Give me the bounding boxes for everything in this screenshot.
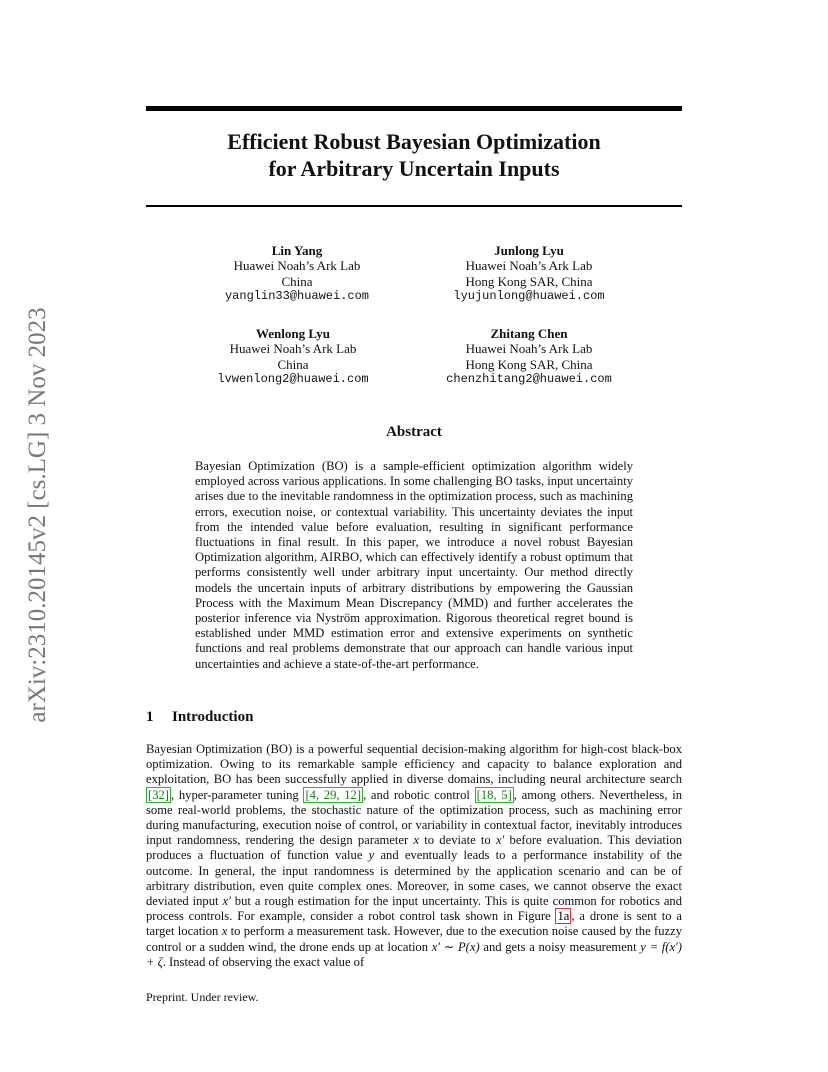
title-line-1: Efficient Robust Bayesian Optimization — [227, 129, 601, 154]
author-affiliation: Huawei Noah’s Ark Lab — [229, 341, 357, 357]
author-email: lyujunlong@huawei.com — [453, 289, 605, 304]
arxiv-identifier: arXiv:2310.20145v2 [cs.LG] 3 Nov 2023 — [24, 307, 51, 723]
citation-link[interactable]: [32] — [148, 787, 169, 802]
intro-text: Bayesian Optimization (BO) is a powerful sequential decision-making algorithm for high-cost black-box optimization. Owing to its remarkable sample efficiency and capacity to balance exploration and exploitation, BO has been successfully applied in diverse domains, including neural architecture search — [146, 742, 682, 787]
author-block — [404, 243, 654, 305]
author-block — [168, 326, 418, 388]
intro-text: to deviate to — [419, 833, 496, 848]
math-expression: y = f(x′) + ζ — [146, 939, 682, 969]
author-location: Hong Kong SAR, China — [465, 356, 593, 372]
citation-link[interactable]: [4, 29, 12] — [305, 787, 362, 802]
section-number: 1 — [146, 709, 154, 725]
section-title: Introduction — [172, 709, 254, 725]
author-block — [172, 243, 422, 305]
section-heading — [146, 709, 253, 726]
intro-text: , hyper-parameter tuning — [170, 787, 304, 802]
author-email: chenzhitang2@huawei.com — [446, 372, 612, 387]
footer-note: Preprint. Under review. — [146, 990, 259, 1004]
author-affiliation: Huawei Noah’s Ark Lab — [465, 341, 593, 357]
author-block — [404, 326, 654, 388]
paper-title — [146, 128, 682, 182]
intro-text: . Instead of observing the exact value of — [162, 954, 365, 969]
math-symbol: x — [413, 833, 420, 848]
author-name: Zhitang Chen — [490, 326, 568, 341]
intro-text: before evaluation. This deviation produces a fluctuation of function value — [146, 833, 683, 863]
math-symbol: x′ — [222, 894, 231, 909]
intro-text: , a drone is sent to a target location — [146, 909, 682, 939]
author-location: China — [281, 273, 313, 289]
author-affiliation: Huawei Noah’s Ark Lab — [465, 258, 593, 274]
math-expression: x′ ∼ P(x) — [431, 939, 480, 954]
author-email: yanglin33@huawei.com — [224, 289, 370, 304]
author-name: Lin Yang — [271, 243, 323, 258]
intro-text: and eventually leads to a performance instability of the outcome. In general, the input randomness is determined by the application scenario and can be of arbitrary distribution, even quite complex ones. Moreover, in some cases, we cannot observe the exact deviated input — [146, 848, 682, 909]
figure-link[interactable]: 1a — [557, 909, 570, 924]
intro-text: to perform a measurement task. However, due to the execution noise caused by the fuzzy control or a sudden wind, the drone ends up at location — [146, 924, 682, 954]
math-symbol: x — [221, 924, 228, 939]
intro-text: , among others. Nevertheless, in some real-world problems, the stochastic nature of the optimization process, such as machining error during manufacturing, execution noise of control, or variability in contextual factor, inevitably introduces input randomness, rendering the design parameter — [146, 787, 683, 848]
intro-text: and gets a noisy measurement — [479, 939, 641, 954]
title-bottom-rule — [146, 205, 682, 207]
abstract-body: Bayesian Optimization (BO) is a sample-efficient optimization algorithm widely employed across various applications. In some challenging BO tasks, input uncertainty arises due to the inevitable randomness in the optimization process, such as machining errors, execution noise, or contextual variability. This uncertainty deviates the input from the intended value before evaluation, resulting in significant performance fluctuations in final result. In this paper, we introduce a novel robust Bayesian Optimization algorithm, AIRBO, which can effectively identify a robust optimum that performs consistently well under arbitrary input uncertainty. Our method directly models the uncertain inputs of arbitrary distributions by empowering the Gaussian Process with the Maximum Mean Discrepancy (MMD) and further accelerates the posterior inference via Nyström approximation. Rigorous theoretical regret bound is established under MMD estimation error and extensive experiments on synthetic functions and real problems demonstrate that our approach can handle various input uncertainties and achieve a state-of-the-art performance. — [195, 459, 633, 671]
math-symbol: y — [368, 848, 375, 863]
author-location: China — [277, 356, 309, 372]
author-name: Wenlong Lyu — [255, 326, 331, 341]
intro-paragraph — [146, 742, 682, 970]
author-location: Hong Kong SAR, China — [465, 273, 593, 289]
math-symbol: x′ — [495, 833, 505, 848]
abstract-heading: Abstract — [386, 424, 442, 440]
author-name: Junlong Lyu — [494, 243, 564, 258]
intro-text: , and robotic control — [363, 787, 475, 802]
author-affiliation: Huawei Noah’s Ark Lab — [233, 258, 361, 274]
intro-text: but a rough estimation for the input uncertainty. This is quite common for robotics and process controls. For example, consider a robot control task shown in Figure — [146, 894, 683, 924]
author-email: lvwenlong2@huawei.com — [217, 372, 369, 387]
title-line-2: for Arbitrary Uncertain Inputs — [268, 156, 560, 181]
title-top-rule — [146, 106, 682, 111]
citation-link[interactable]: [18, 5] — [476, 787, 512, 802]
